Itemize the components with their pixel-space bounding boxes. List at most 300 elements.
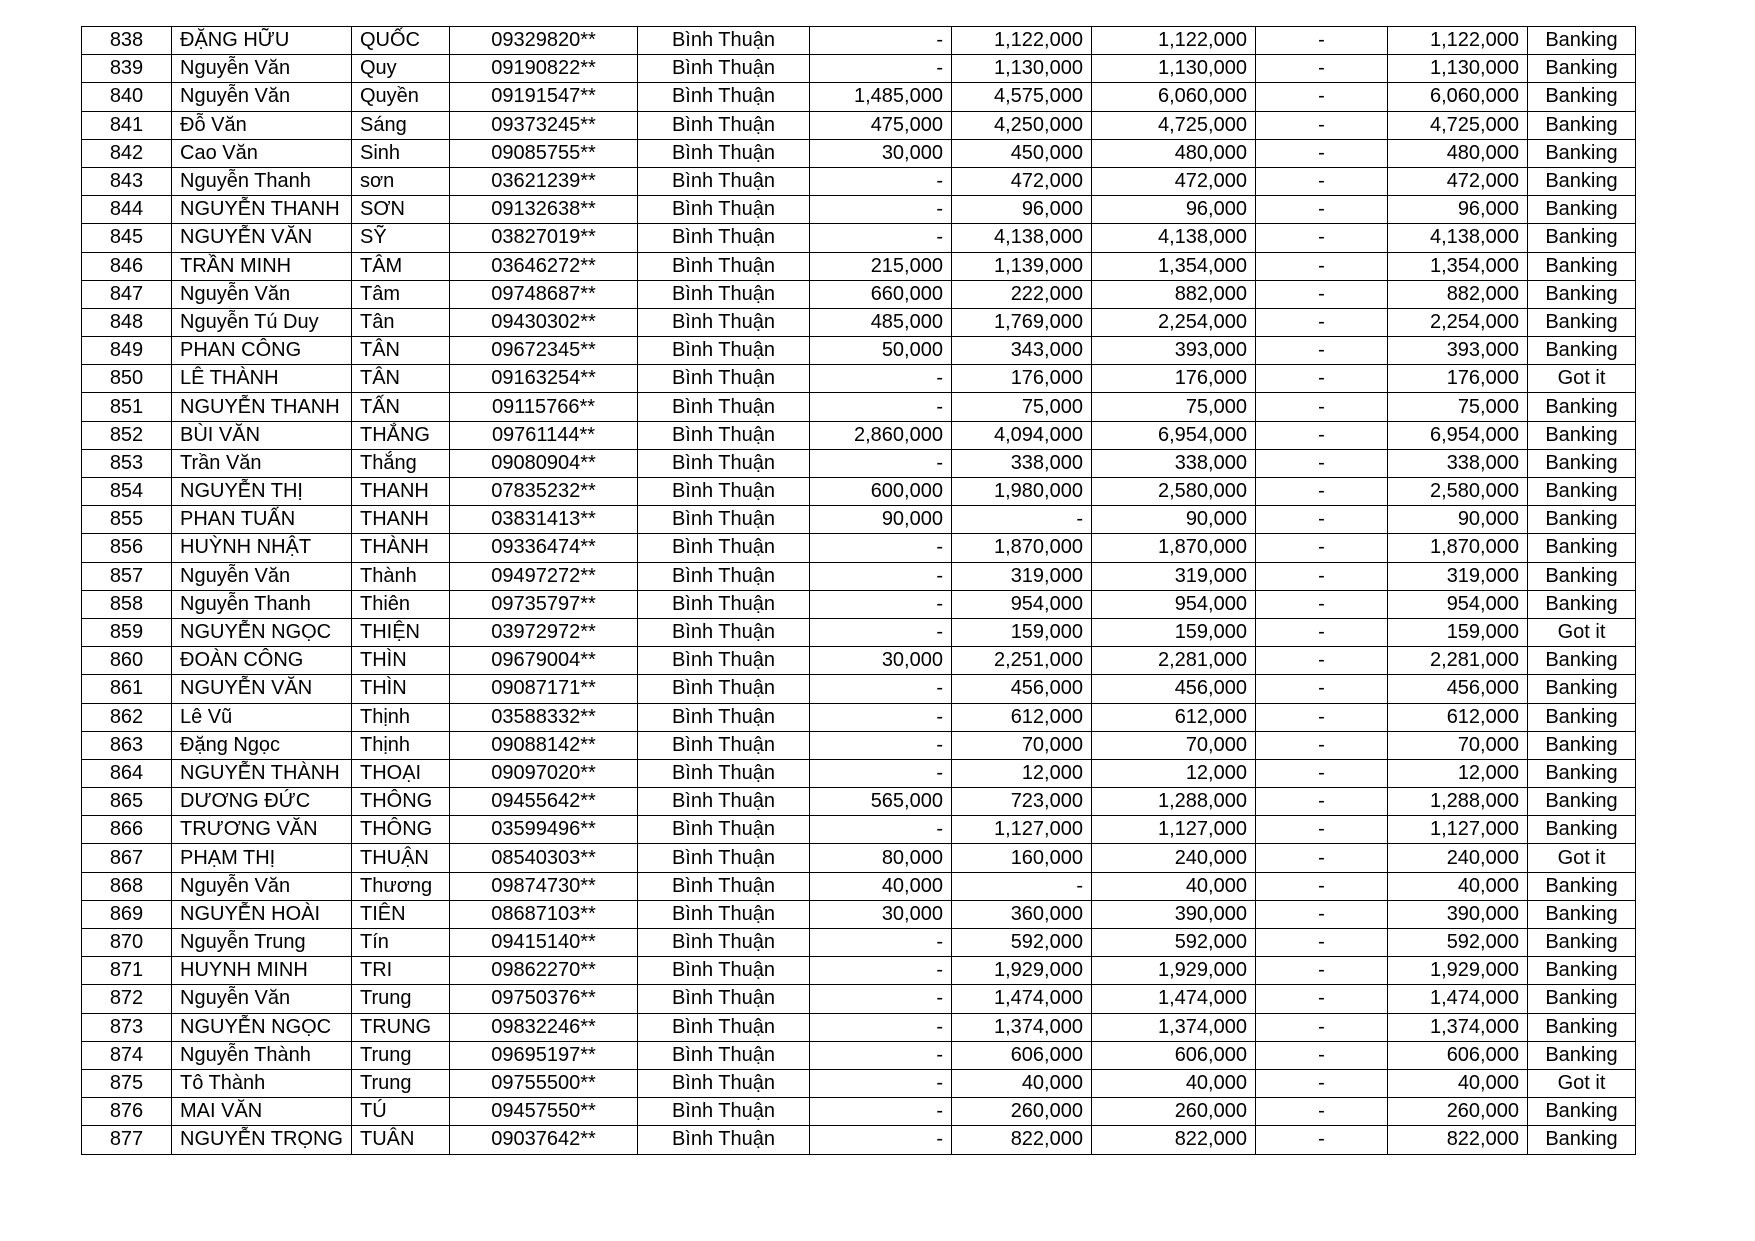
row-number-cell: 865 [82, 788, 172, 816]
amount-a-cell: - [809, 1069, 951, 1097]
table-row [82, 590, 1636, 618]
phone-cell: 09163254** [449, 365, 637, 393]
first-name-cell: Thịnh [351, 731, 449, 759]
province-cell: Bình Thuận [637, 27, 809, 55]
payment-method-cell: Banking [1527, 534, 1635, 562]
deduction-cell: - [1255, 759, 1387, 787]
amount-a-cell: 565,000 [809, 788, 951, 816]
amount-a-cell: - [809, 55, 951, 83]
amount-a-cell: - [809, 1041, 951, 1069]
amount-a-cell: - [809, 393, 951, 421]
row-number-cell: 840 [82, 83, 172, 111]
amount-a-cell: 475,000 [809, 111, 951, 139]
deduction-cell: - [1255, 393, 1387, 421]
total-cell: 606,000 [1091, 1041, 1255, 1069]
province-cell: Bình Thuận [637, 788, 809, 816]
amount-b-cell: - [951, 506, 1091, 534]
amount-a-cell: - [809, 1126, 951, 1154]
net-cell: 480,000 [1387, 139, 1527, 167]
total-cell: 90,000 [1091, 506, 1255, 534]
deduction-cell: - [1255, 957, 1387, 985]
phone-cell: 09097020** [449, 759, 637, 787]
row-number-cell: 844 [82, 196, 172, 224]
row-number-cell: 848 [82, 308, 172, 336]
row-number-cell: 845 [82, 224, 172, 252]
first-name-cell: THẮNG [351, 421, 449, 449]
row-number-cell: 872 [82, 985, 172, 1013]
last-name-cell: Nguyễn Trung [172, 929, 352, 957]
amount-b-cell: 1,374,000 [951, 1013, 1091, 1041]
payment-method-cell: Banking [1527, 478, 1635, 506]
province-cell: Bình Thuận [637, 478, 809, 506]
province-cell: Bình Thuận [637, 55, 809, 83]
net-cell: 96,000 [1387, 196, 1527, 224]
payment-method-cell: Banking [1527, 1126, 1635, 1154]
amount-a-cell: 30,000 [809, 900, 951, 928]
payment-method-cell: Banking [1527, 393, 1635, 421]
first-name-cell: Sinh [351, 139, 449, 167]
phone-cell: 09755500** [449, 1069, 637, 1097]
payment-method-cell: Banking [1527, 506, 1635, 534]
payment-method-cell: Banking [1527, 788, 1635, 816]
amount-b-cell: 4,575,000 [951, 83, 1091, 111]
phone-cell: 03621239** [449, 167, 637, 195]
table-row [82, 929, 1636, 957]
first-name-cell: THÔNG [351, 788, 449, 816]
amount-b-cell: 40,000 [951, 1069, 1091, 1097]
deduction-cell: - [1255, 337, 1387, 365]
row-number-cell: 843 [82, 167, 172, 195]
net-cell: 1,288,000 [1387, 788, 1527, 816]
amount-b-cell: 1,769,000 [951, 308, 1091, 336]
payment-method-cell: Banking [1527, 900, 1635, 928]
first-name-cell: Trung [351, 985, 449, 1013]
last-name-cell: ĐOÀN CÔNG [172, 647, 352, 675]
province-cell: Bình Thuận [637, 252, 809, 280]
table-row [82, 759, 1636, 787]
net-cell: 1,354,000 [1387, 252, 1527, 280]
table-row [82, 280, 1636, 308]
row-number-cell: 873 [82, 1013, 172, 1041]
deduction-cell: - [1255, 224, 1387, 252]
phone-cell: 09191547** [449, 83, 637, 111]
phone-cell: 09457550** [449, 1098, 637, 1126]
province-cell: Bình Thuận [637, 167, 809, 195]
deduction-cell: - [1255, 365, 1387, 393]
amount-a-cell: - [809, 703, 951, 731]
deduction-cell: - [1255, 308, 1387, 336]
first-name-cell: TRI [351, 957, 449, 985]
total-cell: 319,000 [1091, 562, 1255, 590]
deduction-cell: - [1255, 506, 1387, 534]
total-cell: 4,138,000 [1091, 224, 1255, 252]
province-cell: Bình Thuận [637, 196, 809, 224]
payment-method-cell: Got it [1527, 365, 1635, 393]
row-number-cell: 866 [82, 816, 172, 844]
deduction-cell: - [1255, 703, 1387, 731]
phone-cell: 03827019** [449, 224, 637, 252]
payment-method-cell: Banking [1527, 816, 1635, 844]
phone-cell: 09748687** [449, 280, 637, 308]
deduction-cell: - [1255, 27, 1387, 55]
deduction-cell: - [1255, 139, 1387, 167]
net-cell: 240,000 [1387, 844, 1527, 872]
net-cell: 393,000 [1387, 337, 1527, 365]
last-name-cell: HUYNH MINH [172, 957, 352, 985]
payout-table [81, 26, 1636, 1155]
deduction-cell: - [1255, 844, 1387, 872]
phone-cell: 09832246** [449, 1013, 637, 1041]
row-number-cell: 839 [82, 55, 172, 83]
net-cell: 1,127,000 [1387, 816, 1527, 844]
row-number-cell: 838 [82, 27, 172, 55]
row-number-cell: 870 [82, 929, 172, 957]
amount-b-cell: 159,000 [951, 618, 1091, 646]
table-row [82, 196, 1636, 224]
total-cell: 592,000 [1091, 929, 1255, 957]
first-name-cell: TẤN [351, 393, 449, 421]
amount-b-cell: 1,929,000 [951, 957, 1091, 985]
first-name-cell: TÂN [351, 365, 449, 393]
amount-b-cell: 1,130,000 [951, 55, 1091, 83]
deduction-cell: - [1255, 900, 1387, 928]
table-row [82, 83, 1636, 111]
last-name-cell: Trần Văn [172, 449, 352, 477]
row-number-cell: 877 [82, 1126, 172, 1154]
net-cell: 1,929,000 [1387, 957, 1527, 985]
deduction-cell: - [1255, 562, 1387, 590]
last-name-cell: PHAN CÔNG [172, 337, 352, 365]
table-row [82, 252, 1636, 280]
last-name-cell: Nguyễn Văn [172, 83, 352, 111]
amount-b-cell: 319,000 [951, 562, 1091, 590]
payment-method-cell: Banking [1527, 929, 1635, 957]
deduction-cell: - [1255, 111, 1387, 139]
phone-cell: 03599496** [449, 816, 637, 844]
phone-cell: 09672345** [449, 337, 637, 365]
net-cell: 606,000 [1387, 1041, 1527, 1069]
row-number-cell: 855 [82, 506, 172, 534]
deduction-cell: - [1255, 590, 1387, 618]
first-name-cell: Quy [351, 55, 449, 83]
table-row [82, 393, 1636, 421]
total-cell: 1,929,000 [1091, 957, 1255, 985]
amount-a-cell: - [809, 167, 951, 195]
amount-b-cell: 954,000 [951, 590, 1091, 618]
province-cell: Bình Thuận [637, 957, 809, 985]
total-cell: 393,000 [1091, 337, 1255, 365]
amount-a-cell: 40,000 [809, 872, 951, 900]
phone-cell: 03646272** [449, 252, 637, 280]
last-name-cell: NGUYỄN NGỌC [172, 618, 352, 646]
row-number-cell: 849 [82, 337, 172, 365]
phone-cell: 03831413** [449, 506, 637, 534]
amount-a-cell: - [809, 1098, 951, 1126]
table-row [82, 421, 1636, 449]
amount-a-cell: - [809, 449, 951, 477]
deduction-cell: - [1255, 196, 1387, 224]
net-cell: 1,474,000 [1387, 985, 1527, 1013]
deduction-cell: - [1255, 1098, 1387, 1126]
deduction-cell: - [1255, 55, 1387, 83]
phone-cell: 09430302** [449, 308, 637, 336]
table-row [82, 816, 1636, 844]
row-number-cell: 867 [82, 844, 172, 872]
amount-a-cell: - [809, 957, 951, 985]
total-cell: 40,000 [1091, 1069, 1255, 1097]
net-cell: 90,000 [1387, 506, 1527, 534]
amount-b-cell: 1,980,000 [951, 478, 1091, 506]
last-name-cell: NGUYỄN TRỌNG [172, 1126, 352, 1154]
deduction-cell: - [1255, 252, 1387, 280]
payment-method-cell: Banking [1527, 872, 1635, 900]
province-cell: Bình Thuận [637, 1098, 809, 1126]
deduction-cell: - [1255, 1041, 1387, 1069]
amount-b-cell: 338,000 [951, 449, 1091, 477]
payment-method-cell: Got it [1527, 1069, 1635, 1097]
table-row [82, 985, 1636, 1013]
last-name-cell: NGUYỄN THANH [172, 196, 352, 224]
last-name-cell: BÙI VĂN [172, 421, 352, 449]
first-name-cell: TÚ [351, 1098, 449, 1126]
total-cell: 1,130,000 [1091, 55, 1255, 83]
deduction-cell: - [1255, 675, 1387, 703]
total-cell: 1,474,000 [1091, 985, 1255, 1013]
phone-cell: 09695197** [449, 1041, 637, 1069]
payment-method-cell: Banking [1527, 562, 1635, 590]
total-cell: 2,281,000 [1091, 647, 1255, 675]
province-cell: Bình Thuận [637, 111, 809, 139]
last-name-cell: Nguyễn Tú Duy [172, 308, 352, 336]
amount-a-cell: - [809, 224, 951, 252]
deduction-cell: - [1255, 1013, 1387, 1041]
province-cell: Bình Thuận [637, 337, 809, 365]
last-name-cell: PHẠM THỊ [172, 844, 352, 872]
table-row [82, 872, 1636, 900]
total-cell: 882,000 [1091, 280, 1255, 308]
table-row [82, 731, 1636, 759]
total-cell: 338,000 [1091, 449, 1255, 477]
last-name-cell: Cao Văn [172, 139, 352, 167]
payment-method-cell: Banking [1527, 83, 1635, 111]
amount-b-cell: 822,000 [951, 1126, 1091, 1154]
amount-b-cell: 1,474,000 [951, 985, 1091, 1013]
first-name-cell: Tâm [351, 280, 449, 308]
last-name-cell: Đỗ Văn [172, 111, 352, 139]
net-cell: 2,281,000 [1387, 647, 1527, 675]
payment-method-cell: Got it [1527, 844, 1635, 872]
total-cell: 480,000 [1091, 139, 1255, 167]
amount-b-cell: 4,094,000 [951, 421, 1091, 449]
first-name-cell: THÌN [351, 647, 449, 675]
first-name-cell: THIỆN [351, 618, 449, 646]
first-name-cell: TUÂN [351, 1126, 449, 1154]
amount-a-cell: 30,000 [809, 647, 951, 675]
row-number-cell: 864 [82, 759, 172, 787]
amount-a-cell: - [809, 27, 951, 55]
payment-method-cell: Banking [1527, 1013, 1635, 1041]
payment-method-cell: Banking [1527, 111, 1635, 139]
first-name-cell: TÂM [351, 252, 449, 280]
total-cell: 612,000 [1091, 703, 1255, 731]
row-number-cell: 863 [82, 731, 172, 759]
table-row [82, 27, 1636, 55]
row-number-cell: 853 [82, 449, 172, 477]
first-name-cell: THOẠI [351, 759, 449, 787]
deduction-cell: - [1255, 872, 1387, 900]
amount-a-cell: - [809, 759, 951, 787]
phone-cell: 09329820** [449, 27, 637, 55]
net-cell: 260,000 [1387, 1098, 1527, 1126]
last-name-cell: ĐẶNG HỮU [172, 27, 352, 55]
phone-cell: 08540303** [449, 844, 637, 872]
deduction-cell: - [1255, 478, 1387, 506]
last-name-cell: PHAN TUẤN [172, 506, 352, 534]
deduction-cell: - [1255, 449, 1387, 477]
row-number-cell: 854 [82, 478, 172, 506]
phone-cell: 09037642** [449, 1126, 637, 1154]
row-number-cell: 858 [82, 590, 172, 618]
payment-method-cell: Banking [1527, 759, 1635, 787]
table-row [82, 900, 1636, 928]
province-cell: Bình Thuận [637, 139, 809, 167]
table-row [82, 957, 1636, 985]
net-cell: 75,000 [1387, 393, 1527, 421]
last-name-cell: NGUYỄN HOÀI [172, 900, 352, 928]
total-cell: 96,000 [1091, 196, 1255, 224]
amount-a-cell: - [809, 985, 951, 1013]
row-number-cell: 875 [82, 1069, 172, 1097]
row-number-cell: 874 [82, 1041, 172, 1069]
payment-method-cell: Banking [1527, 139, 1635, 167]
row-number-cell: 862 [82, 703, 172, 731]
payment-method-cell: Banking [1527, 703, 1635, 731]
net-cell: 612,000 [1387, 703, 1527, 731]
amount-a-cell: - [809, 590, 951, 618]
amount-a-cell: - [809, 562, 951, 590]
first-name-cell: Thiên [351, 590, 449, 618]
last-name-cell: Nguyễn Văn [172, 280, 352, 308]
first-name-cell: QUỐC [351, 27, 449, 55]
net-cell: 159,000 [1387, 618, 1527, 646]
first-name-cell: Tân [351, 308, 449, 336]
province-cell: Bình Thuận [637, 675, 809, 703]
province-cell: Bình Thuận [637, 224, 809, 252]
province-cell: Bình Thuận [637, 731, 809, 759]
payment-method-cell: Banking [1527, 196, 1635, 224]
amount-a-cell: 50,000 [809, 337, 951, 365]
payment-method-cell: Banking [1527, 731, 1635, 759]
payment-method-cell: Banking [1527, 985, 1635, 1013]
net-cell: 390,000 [1387, 900, 1527, 928]
table-row [82, 167, 1636, 195]
net-cell: 70,000 [1387, 731, 1527, 759]
first-name-cell: THUẬN [351, 844, 449, 872]
payment-method-cell: Banking [1527, 308, 1635, 336]
amount-a-cell: - [809, 534, 951, 562]
phone-cell: 09080904** [449, 449, 637, 477]
row-number-cell: 859 [82, 618, 172, 646]
last-name-cell: Tô Thành [172, 1069, 352, 1097]
amount-a-cell: - [809, 675, 951, 703]
amount-a-cell: 80,000 [809, 844, 951, 872]
row-number-cell: 841 [82, 111, 172, 139]
amount-b-cell: 606,000 [951, 1041, 1091, 1069]
total-cell: 75,000 [1091, 393, 1255, 421]
table-row [82, 1013, 1636, 1041]
deduction-cell: - [1255, 167, 1387, 195]
amount-b-cell: 260,000 [951, 1098, 1091, 1126]
total-cell: 822,000 [1091, 1126, 1255, 1154]
phone-cell: 03972972** [449, 618, 637, 646]
deduction-cell: - [1255, 618, 1387, 646]
amount-b-cell: 176,000 [951, 365, 1091, 393]
amount-a-cell: 660,000 [809, 280, 951, 308]
deduction-cell: - [1255, 816, 1387, 844]
amount-a-cell: 90,000 [809, 506, 951, 534]
total-cell: 390,000 [1091, 900, 1255, 928]
payment-method-cell: Banking [1527, 957, 1635, 985]
amount-b-cell: 96,000 [951, 196, 1091, 224]
phone-cell: 09679004** [449, 647, 637, 675]
total-cell: 260,000 [1091, 1098, 1255, 1126]
total-cell: 176,000 [1091, 365, 1255, 393]
last-name-cell: NGUYỄN VĂN [172, 224, 352, 252]
net-cell: 6,954,000 [1387, 421, 1527, 449]
deduction-cell: - [1255, 534, 1387, 562]
amount-a-cell: - [809, 365, 951, 393]
first-name-cell: sơn [351, 167, 449, 195]
amount-a-cell: 30,000 [809, 139, 951, 167]
amount-a-cell: 485,000 [809, 308, 951, 336]
last-name-cell: TRẦN MINH [172, 252, 352, 280]
first-name-cell: SƠN [351, 196, 449, 224]
table-row [82, 703, 1636, 731]
first-name-cell: THÌN [351, 675, 449, 703]
table-row [82, 111, 1636, 139]
table-row [82, 139, 1636, 167]
province-cell: Bình Thuận [637, 421, 809, 449]
amount-b-cell: 1,870,000 [951, 534, 1091, 562]
total-cell: 4,725,000 [1091, 111, 1255, 139]
phone-cell: 09750376** [449, 985, 637, 1013]
province-cell: Bình Thuận [637, 1069, 809, 1097]
total-cell: 2,254,000 [1091, 308, 1255, 336]
net-cell: 319,000 [1387, 562, 1527, 590]
last-name-cell: LÊ THÀNH [172, 365, 352, 393]
payment-method-cell: Banking [1527, 1098, 1635, 1126]
last-name-cell: HUỲNH NHẬT [172, 534, 352, 562]
payment-method-cell: Got it [1527, 618, 1635, 646]
total-cell: 12,000 [1091, 759, 1255, 787]
table-row [82, 55, 1636, 83]
amount-a-cell: 600,000 [809, 478, 951, 506]
row-number-cell: 850 [82, 365, 172, 393]
amount-b-cell: 612,000 [951, 703, 1091, 731]
phone-cell: 09132638** [449, 196, 637, 224]
total-cell: 159,000 [1091, 618, 1255, 646]
net-cell: 1,870,000 [1387, 534, 1527, 562]
amount-b-cell: 456,000 [951, 675, 1091, 703]
phone-cell: 07835232** [449, 478, 637, 506]
phone-cell: 09874730** [449, 872, 637, 900]
total-cell: 6,954,000 [1091, 421, 1255, 449]
province-cell: Bình Thuận [637, 534, 809, 562]
row-number-cell: 851 [82, 393, 172, 421]
amount-b-cell: 2,251,000 [951, 647, 1091, 675]
amount-b-cell: 360,000 [951, 900, 1091, 928]
amount-b-cell: 4,250,000 [951, 111, 1091, 139]
